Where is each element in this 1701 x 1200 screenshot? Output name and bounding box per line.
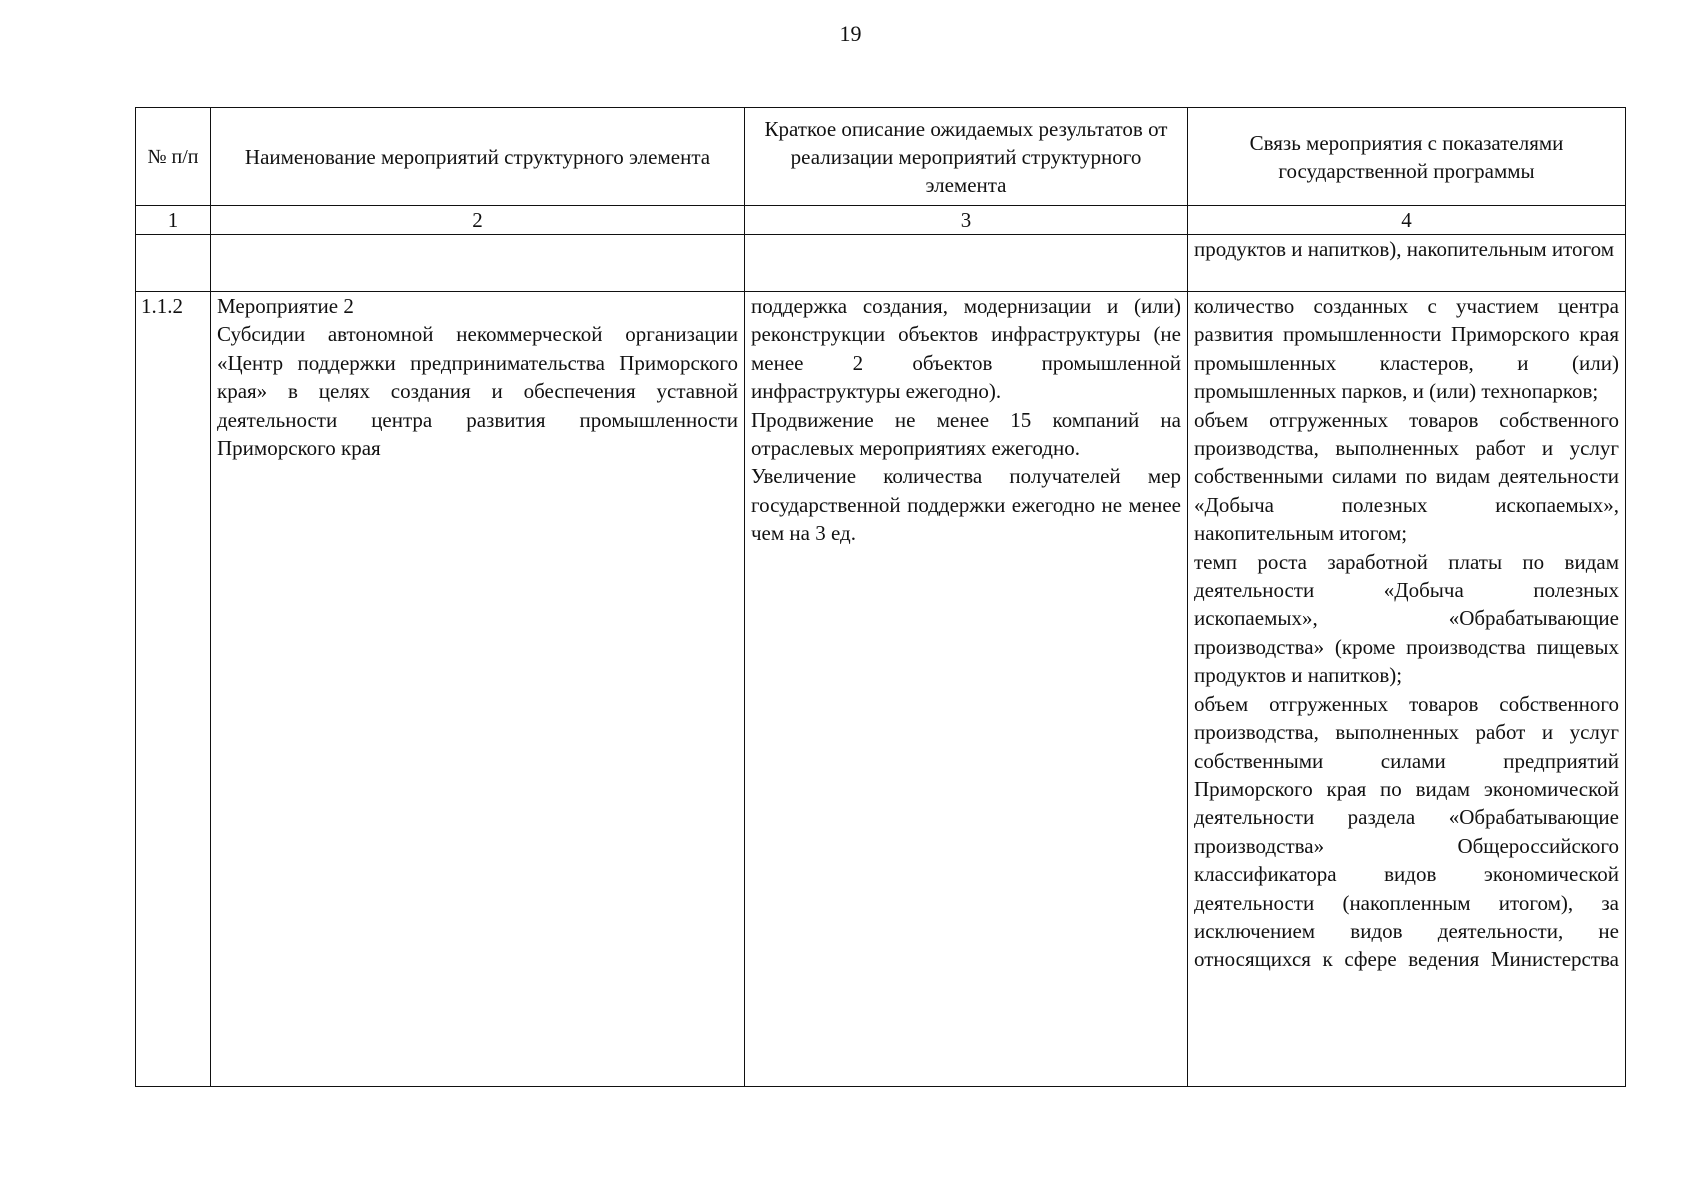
header-number: № п/п	[136, 108, 211, 206]
header-activity-name: Наименование мероприятий структурного элемента	[211, 108, 745, 206]
column-number-2: 2	[211, 206, 745, 235]
expected-results-cell	[745, 292, 1188, 1087]
header-row	[136, 108, 1626, 206]
header-indicators-link: Связь мероприятия с показателями государственной программы	[1188, 108, 1626, 206]
structural-element-table	[135, 107, 1626, 1087]
indicator-item: темп роста заработной платы по видам деятельности «Добыча полезных ископаемых», «Обрабатывающие производства» (кроме производства пищевых продуктов и напитков);	[1194, 549, 1619, 688]
column-number-3: 3	[745, 206, 1188, 235]
header-expected-results: Краткое описание ожидаемых результатов от реализации мероприятий структурного элемента	[745, 108, 1188, 206]
continuation-cell-results	[745, 235, 1188, 292]
page-number: 19	[839, 21, 862, 46]
continuation-row	[136, 235, 1626, 292]
result-item: поддержка создания, модернизации и (или) реконструкции объектов инфраструктуры (не менее 2 объектов промышленной инфраструктуры ежегодно).	[751, 294, 1181, 404]
column-number-4: 4	[1188, 206, 1626, 235]
result-item: Увеличение количества получателей мер государственной поддержки ежегодно не менее чем на 3 ед.	[751, 464, 1181, 546]
indicators-cell	[1188, 292, 1626, 1087]
indicator-item: объем отгруженных товаров собственного производства, выполненных работ и услуг собственными силами предприятий Приморского края по видам экономической деятельности раздела «Обрабатывающие производства» Общероссийского классификатора видов экономической деятельности (накопленным итогом), за исключением видов деятельности, не относящихся к сфере ведения Министерства	[1194, 691, 1619, 972]
table-row	[136, 292, 1626, 1087]
continuation-cell-name	[211, 235, 745, 292]
row-number: 1.1.2	[136, 292, 211, 1087]
continuation-cell-indicators: продуктов и напитков), накопительным итогом	[1188, 235, 1626, 292]
continuation-cell-num	[136, 235, 211, 292]
activity-title: Мероприятие 2	[217, 294, 354, 318]
indicator-item: объем отгруженных товаров собственного производства, выполненных работ и услуг собственными силами по видам деятельности «Добыча полезных ископаемых», накопительным итогом;	[1194, 407, 1619, 546]
column-numbers-row	[136, 206, 1626, 235]
activity-name-cell	[211, 292, 745, 1087]
result-item: Продвижение не менее 15 компаний на отраслевых мероприятиях ежегодно.	[751, 407, 1181, 461]
activity-description: Субсидии автономной некоммерческой организации «Центр поддержки предпринимательства Приморского края» в целях создания и обеспечения уставной деятельности центра развития промышленности Приморского края	[217, 322, 738, 461]
indicator-item: количество созданных с участием центра развития промышленности Приморского края промышленных кластеров, и (или) промышленных парков, и (или) технопарков;	[1194, 294, 1619, 404]
column-number-1: 1	[136, 206, 211, 235]
